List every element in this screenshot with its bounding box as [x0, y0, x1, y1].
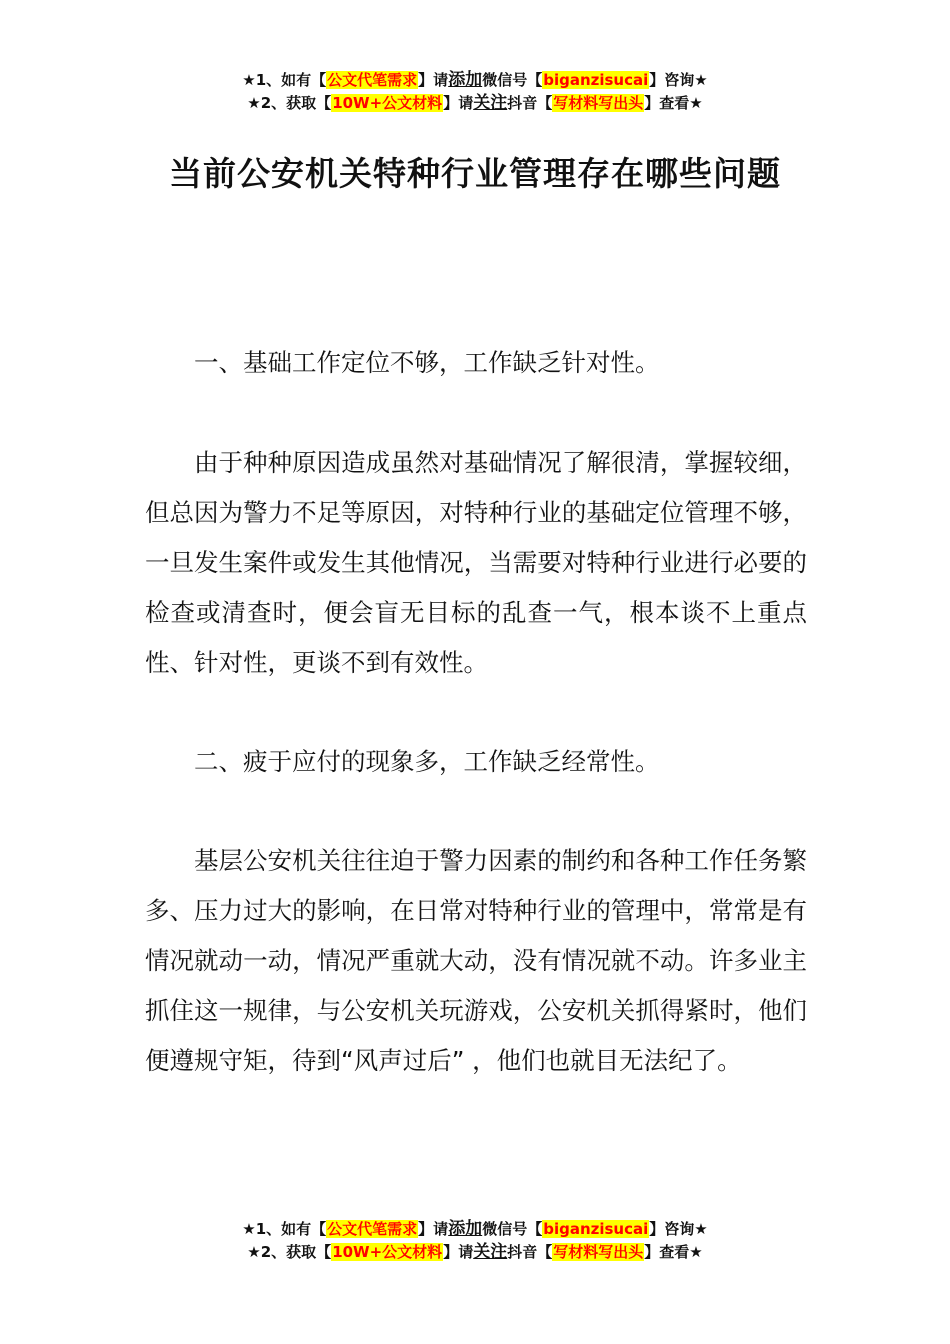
promo-text: 】请: [443, 94, 474, 112]
promo-text: 抖音【: [507, 94, 553, 112]
promo-text: 】请: [418, 1220, 449, 1238]
promo-highlight-douyin: 写材料写出头: [553, 1243, 644, 1261]
promo-footer: [0, 1218, 950, 1264]
heading-text: 二、疲于应付的现象多，工作缺乏经常性。: [194, 747, 660, 776]
promo-text: 】咨询★: [649, 71, 708, 89]
promo-text: 】查看★: [644, 94, 703, 112]
promo-underline-follow: 关注: [473, 93, 508, 113]
promo-underline-add: 添加: [448, 70, 483, 90]
document-title: 当前公安机关特种行业管理存在哪些问题: [169, 154, 781, 193]
promo-highlight-materials: 10W+公文材料: [332, 1243, 443, 1261]
promo-header: [0, 69, 950, 115]
promo-text: 微信号【: [482, 71, 543, 89]
promo-underline-add: 添加: [448, 1219, 483, 1239]
section-paragraph-1: [145, 438, 807, 688]
section-paragraph-2: [145, 836, 807, 1086]
promo-text: ★2、获取【: [247, 1243, 332, 1261]
promo-text: 】咨询★: [649, 1220, 708, 1238]
promo-highlight-service: 公文代笔需求: [327, 71, 418, 89]
promo-text: ★1、如有【: [242, 71, 327, 89]
promo-line-2: [0, 1241, 950, 1264]
promo-highlight-douyin: 写材料写出头: [553, 94, 644, 112]
promo-highlight-wechat: biganzisucai: [543, 1220, 649, 1238]
promo-text: 抖音【: [507, 1243, 553, 1261]
heading-text: 一、基础工作定位不够，工作缺乏针对性。: [194, 348, 660, 377]
paragraph-text: 由于种种原因造成虽然对基础情况了解很清，掌握较细，但总因为警力不足等原因，对特种行业的基础定位管理不够，一旦发生案件或发生其他情况，当需要对特种行业进行必要的检查或清查时，便会盲无目标的乱查一气，根本谈不上重点性、针对性，更谈不到有效性。: [145, 448, 807, 677]
promo-text: 】请: [443, 1243, 474, 1261]
promo-text: ★1、如有【: [242, 1220, 327, 1238]
promo-highlight-wechat: biganzisucai: [543, 71, 649, 89]
promo-line-1: [0, 69, 950, 92]
promo-text: 微信号【: [482, 1220, 543, 1238]
promo-highlight-materials: 10W+公文材料: [332, 94, 443, 112]
section-heading-2: [145, 737, 807, 787]
promo-text: 】请: [418, 71, 449, 89]
promo-text: 】查看★: [644, 1243, 703, 1261]
promo-highlight-service: 公文代笔需求: [327, 1220, 418, 1238]
promo-underline-follow: 关注: [473, 1242, 508, 1262]
section-heading-1: [145, 338, 807, 388]
promo-line-2: [0, 92, 950, 115]
promo-line-1: [0, 1218, 950, 1241]
paragraph-text: 基层公安机关往往迫于警力因素的制约和各种工作任务繁多、压力过大的影响，在日常对特种行业的管理中，常常是有情况就动一动，情况严重就大动，没有情况就不动。许多业主抓住这一规律，与公安机关玩游戏，公安机关抓得紧时，他们便遵规守矩，待到“风声过后” ，他们也就目无法纪了。: [145, 846, 807, 1075]
promo-text: ★2、获取【: [247, 94, 332, 112]
